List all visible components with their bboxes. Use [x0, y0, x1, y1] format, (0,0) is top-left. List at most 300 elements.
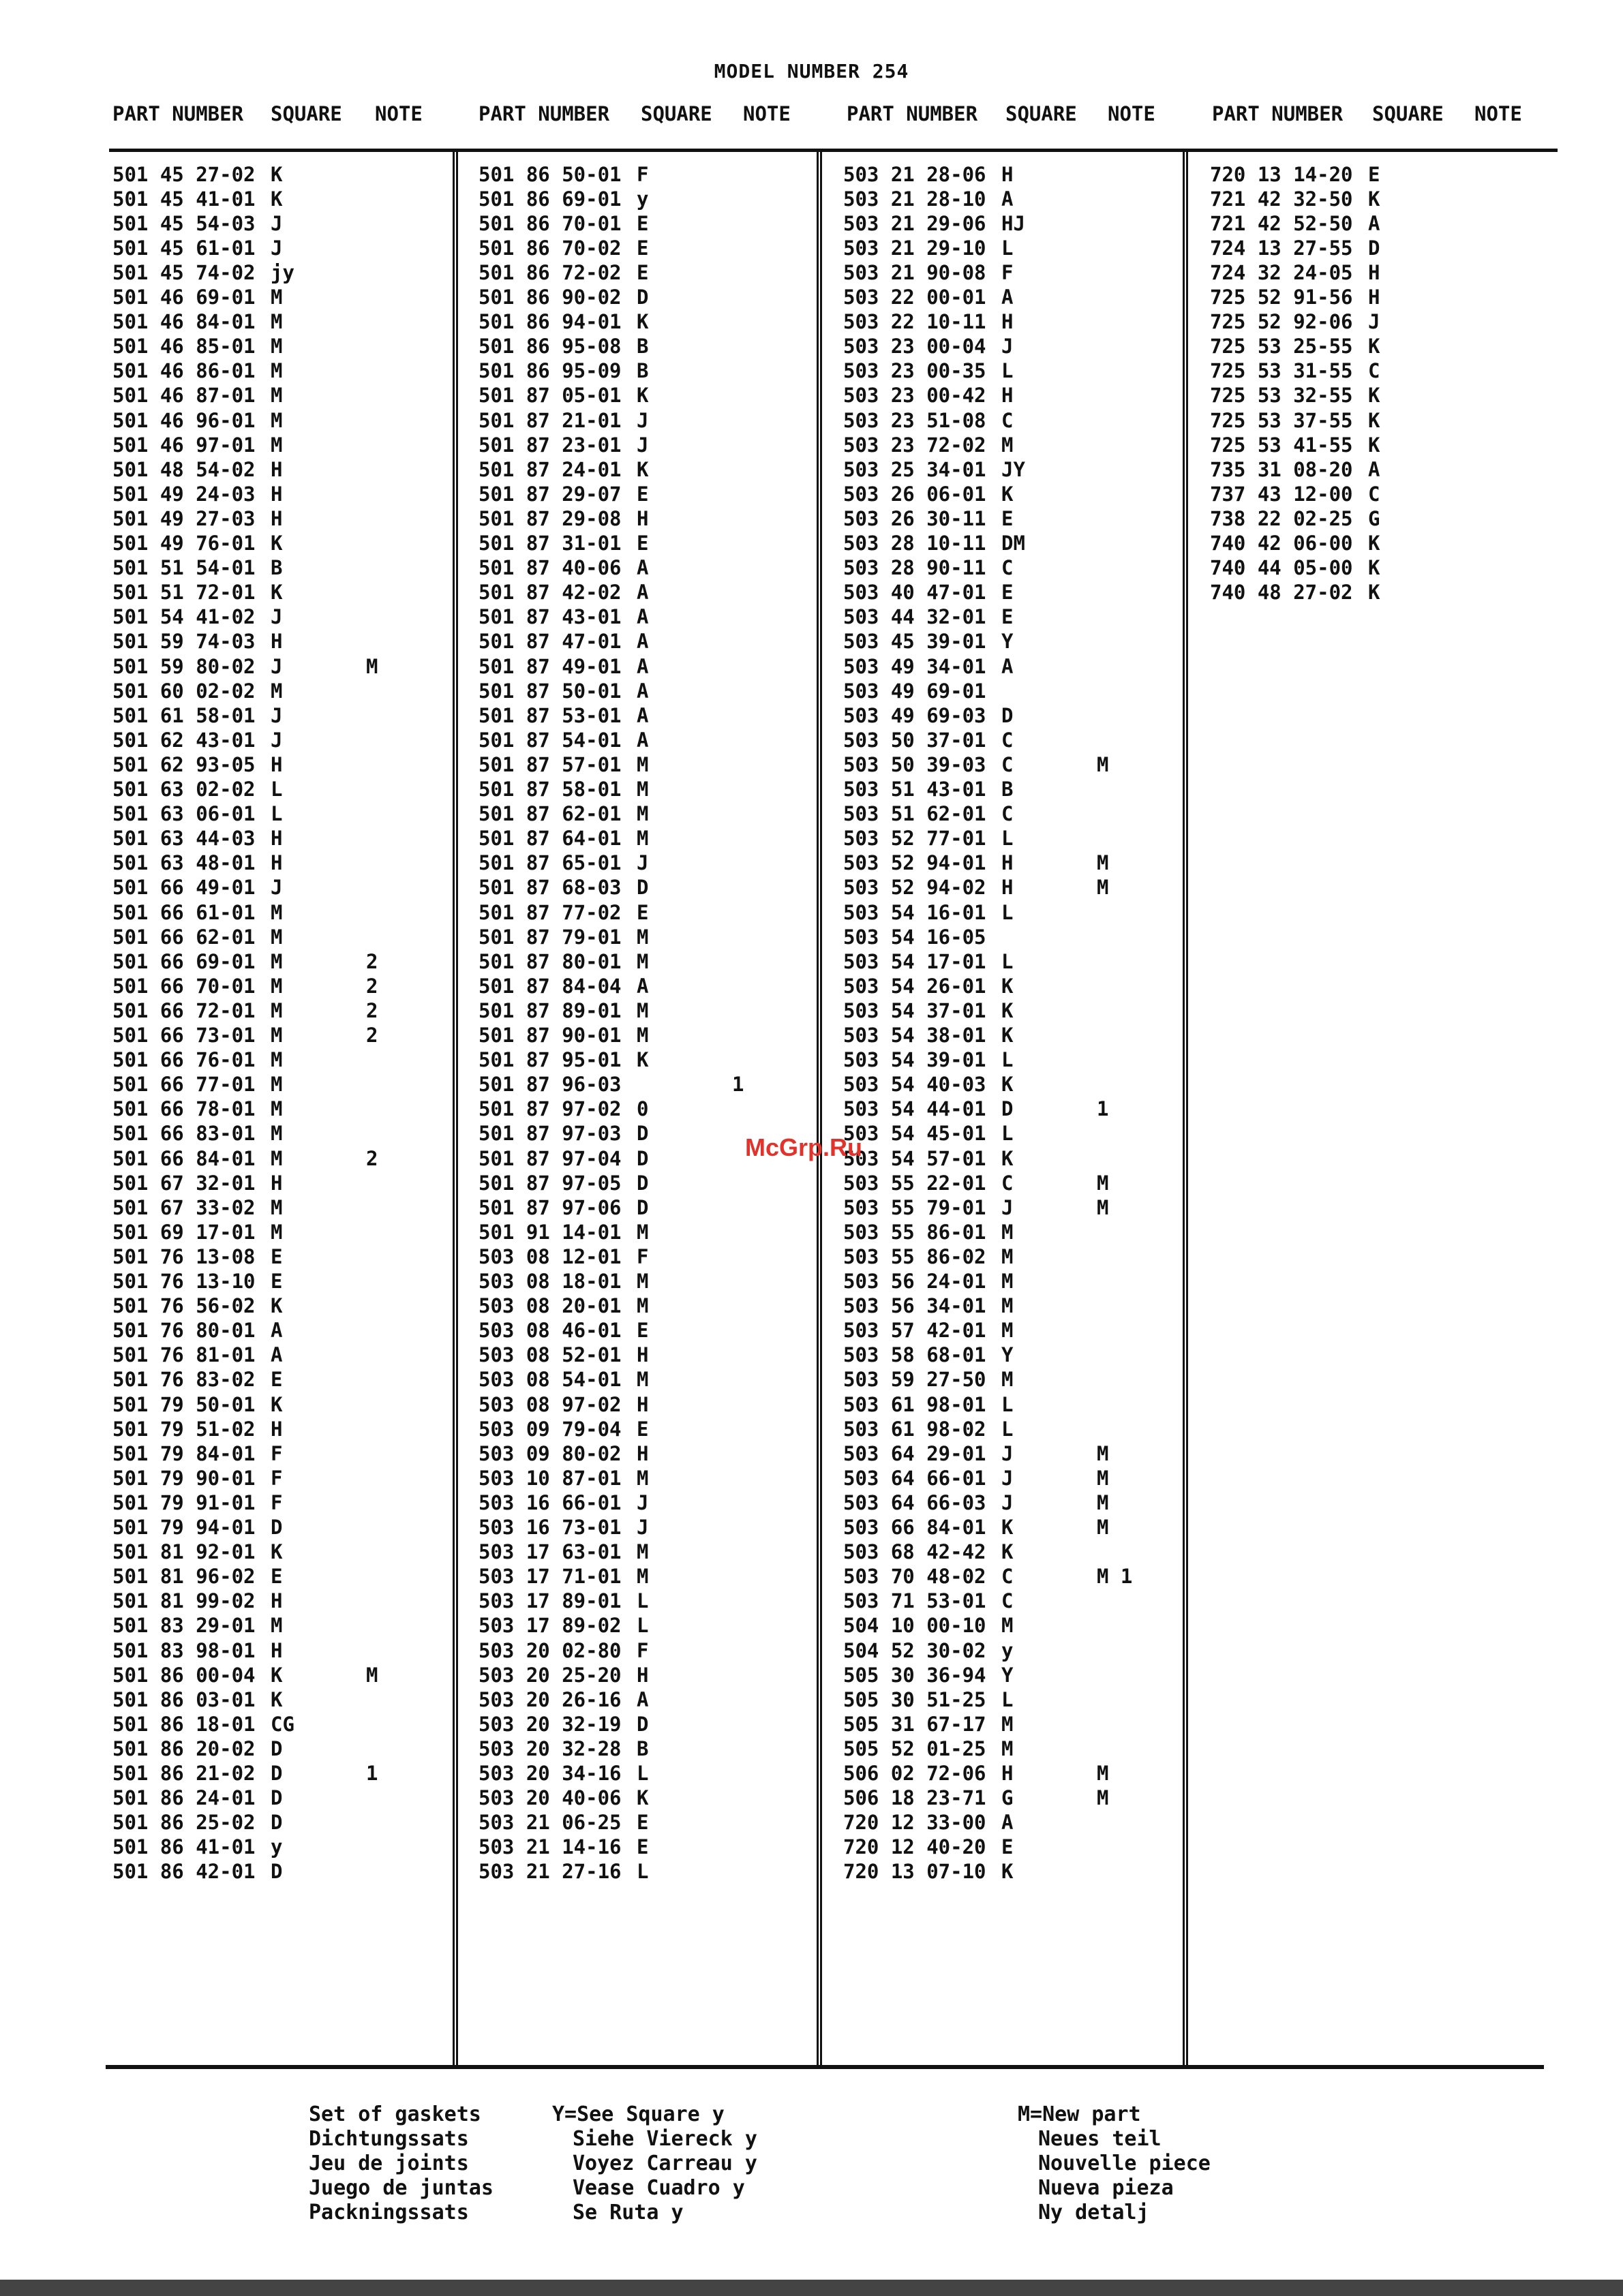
part-number: 501 86 03-01 — [112, 1688, 256, 1711]
part-row — [843, 555, 1198, 580]
part-row — [843, 1589, 1198, 1613]
part-number: 501 59 80-02 — [112, 655, 256, 678]
part-row — [479, 1318, 833, 1343]
note-code: M — [1097, 753, 1109, 776]
square-code: D — [271, 1811, 283, 1834]
square-code: M — [271, 679, 283, 703]
part-row — [479, 211, 833, 236]
part-row — [843, 1244, 1198, 1269]
legend-see-square — [552, 2102, 757, 2225]
part-row — [479, 285, 833, 309]
part-row — [843, 334, 1198, 358]
square-code: M — [271, 1097, 283, 1120]
square-code: E — [637, 483, 649, 506]
part-number: 720 13 14-20 — [1210, 163, 1353, 186]
square-code: M — [637, 1221, 649, 1244]
square-code: M — [271, 1221, 283, 1244]
square-code: H — [271, 1172, 283, 1195]
square-code: M — [637, 1565, 649, 1588]
part-number: 503 54 37-01 — [843, 999, 986, 1022]
note-code: 1 — [366, 1762, 378, 1785]
part-number: 503 57 42-01 — [843, 1319, 986, 1342]
part-number: 501 87 65-01 — [479, 851, 622, 874]
part-number: 501 86 21-02 — [112, 1762, 256, 1785]
square-code: A — [637, 1688, 649, 1711]
part-number: 501 67 32-01 — [112, 1172, 256, 1195]
square-code: E — [637, 1418, 649, 1441]
part-row — [843, 801, 1198, 826]
parts-rows — [843, 162, 1198, 1884]
square-code: D — [637, 1147, 649, 1170]
square-code: F — [637, 163, 649, 186]
part-number: 501 87 24-01 — [479, 458, 622, 481]
part-number: 503 09 79-04 — [479, 1418, 622, 1441]
parts-rows — [479, 162, 833, 1884]
watermark: McGrp.Ru — [745, 1133, 863, 1161]
square-code: A — [637, 556, 649, 579]
part-number: 503 50 39-03 — [843, 753, 986, 776]
header-square: SQUARE — [271, 102, 342, 125]
square-code: J — [1001, 1442, 1014, 1465]
square-code: L — [1001, 1393, 1014, 1416]
part-number: 503 21 27-16 — [479, 1860, 622, 1883]
part-number: 503 17 63-01 — [479, 1540, 622, 1563]
part-row — [479, 334, 833, 358]
page-title: MODEL NUMBER 254 — [714, 60, 909, 82]
legend-line: Voyez Carreau y — [573, 2152, 757, 2175]
part-row — [843, 1490, 1198, 1515]
part-row — [112, 1712, 467, 1736]
square-code: C — [1001, 556, 1014, 579]
part-number: 725 53 41-55 — [1210, 433, 1353, 457]
part-number: 503 08 12-01 — [479, 1245, 622, 1268]
part-number: 501 86 95-08 — [479, 335, 622, 358]
square-code: K — [1368, 433, 1380, 457]
part-number: 503 21 29-10 — [843, 236, 986, 260]
square-code: J — [1001, 1467, 1014, 1490]
square-code: L — [1001, 236, 1014, 260]
square-code: L — [271, 778, 283, 801]
part-row — [112, 482, 467, 506]
part-number: 503 28 90-11 — [843, 556, 986, 579]
square-code: L — [1001, 827, 1014, 850]
part-group — [843, 408, 1198, 654]
header-part-number: PART NUMBER — [847, 102, 978, 125]
square-code: E — [637, 532, 649, 555]
part-group — [843, 900, 1198, 1146]
part-row — [479, 875, 833, 900]
note-code: 2 — [366, 975, 378, 998]
part-number: 724 13 27-55 — [1210, 236, 1353, 260]
square-code: J — [271, 212, 283, 235]
square-code: M — [1001, 1737, 1014, 1760]
square-code: F — [271, 1442, 283, 1465]
part-row — [843, 457, 1198, 482]
note-code: M — [1097, 1467, 1109, 1490]
square-code: M — [271, 286, 283, 309]
part-number: 501 87 97-05 — [479, 1172, 622, 1195]
part-number: 503 52 94-01 — [843, 851, 986, 874]
part-row — [843, 1441, 1198, 1466]
square-code: A — [637, 630, 649, 653]
part-number: 501 66 78-01 — [112, 1097, 256, 1120]
part-row — [479, 777, 833, 801]
footer-rule — [106, 2065, 1544, 2069]
part-number: 503 21 28-06 — [843, 163, 986, 186]
square-code: M — [1001, 1294, 1014, 1317]
square-code: M — [271, 1147, 283, 1170]
square-code: DM — [1001, 532, 1025, 555]
note-code: 2 — [366, 1024, 378, 1047]
square-code: C — [1001, 409, 1014, 432]
part-number: 501 87 49-01 — [479, 655, 622, 678]
part-number: 501 87 42-02 — [479, 581, 622, 604]
part-number: 503 61 98-01 — [843, 1393, 986, 1416]
part-number: 503 45 39-01 — [843, 630, 986, 653]
legend-line: Packningssats — [309, 2201, 469, 2224]
part-row — [479, 654, 833, 679]
legend-new-part — [1018, 2102, 1211, 2225]
part-row — [479, 236, 833, 260]
part-number: 503 49 34-01 — [843, 655, 986, 678]
part-number: 503 10 87-01 — [479, 1467, 622, 1490]
part-row — [479, 162, 833, 187]
square-code: K — [1368, 556, 1380, 579]
square-code: M — [637, 1540, 649, 1563]
part-number: 503 64 66-03 — [843, 1491, 986, 1514]
part-row — [1210, 187, 1564, 211]
part-number: 501 79 51-02 — [112, 1418, 256, 1441]
part-number: 503 55 79-01 — [843, 1196, 986, 1219]
square-code: M — [1001, 1614, 1014, 1637]
part-number: 501 66 77-01 — [112, 1073, 256, 1096]
part-row — [1210, 482, 1564, 506]
square-code: M — [271, 1048, 283, 1071]
square-code: J — [271, 704, 283, 727]
square-code: A — [271, 1319, 283, 1342]
square-code: M — [271, 384, 283, 407]
header-square: SQUARE — [1005, 102, 1077, 125]
part-row — [843, 752, 1198, 777]
part-number: 501 46 97-01 — [112, 433, 256, 457]
part-number: 503 54 16-05 — [843, 925, 986, 949]
part-row — [479, 851, 833, 875]
square-code: H — [637, 1343, 649, 1366]
header-part-number: PART NUMBER — [112, 102, 244, 125]
part-number: 501 87 97-04 — [479, 1147, 622, 1170]
square-code: A — [1001, 187, 1014, 211]
square-code: H — [271, 458, 283, 481]
part-row — [479, 974, 833, 998]
part-number: 501 66 76-01 — [112, 1048, 256, 1071]
part-row — [479, 433, 833, 457]
part-number: 501 54 41-02 — [112, 605, 256, 628]
square-code: J — [1001, 1491, 1014, 1514]
part-row — [843, 1515, 1198, 1540]
part-number: 503 23 00-04 — [843, 335, 986, 358]
part-number: 740 42 06-00 — [1210, 532, 1353, 555]
square-code: K — [271, 1688, 283, 1711]
legend-line: Se Ruta y — [573, 2201, 684, 2224]
part-row — [1210, 334, 1564, 358]
part-row — [479, 1490, 833, 1515]
part-row — [843, 777, 1198, 801]
part-row — [843, 1171, 1198, 1195]
part-row — [479, 604, 833, 629]
part-row — [479, 580, 833, 604]
square-code: L — [1001, 1048, 1014, 1071]
part-row — [112, 1417, 467, 1441]
part-number: 501 87 89-01 — [479, 999, 622, 1022]
square-code: H — [637, 1393, 649, 1416]
part-number: 501 66 73-01 — [112, 1024, 256, 1047]
part-number: 505 30 51-25 — [843, 1688, 986, 1711]
square-code: B — [271, 556, 283, 579]
square-code: E — [271, 1565, 283, 1588]
part-number: 503 22 00-01 — [843, 286, 986, 309]
part-row — [112, 1638, 467, 1663]
part-number: 501 46 84-01 — [112, 310, 256, 333]
part-group — [112, 900, 467, 1146]
part-row — [479, 752, 833, 777]
part-number: 503 25 34-01 — [843, 458, 986, 481]
square-code: K — [1001, 1073, 1014, 1096]
part-row — [479, 1835, 833, 1859]
part-number: 503 54 17-01 — [843, 950, 986, 973]
square-code: M — [271, 433, 283, 457]
part-number: 503 71 53-01 — [843, 1589, 986, 1612]
part-row — [479, 1712, 833, 1736]
part-number: 503 54 16-01 — [843, 901, 986, 924]
part-row — [843, 580, 1198, 604]
part-row — [479, 1515, 833, 1540]
part-row — [112, 1613, 467, 1638]
part-number: 501 87 64-01 — [479, 827, 622, 850]
square-code: K — [1001, 1147, 1014, 1170]
part-row — [479, 925, 833, 949]
part-number: 501 81 96-02 — [112, 1565, 256, 1588]
part-group — [112, 1146, 467, 1392]
part-group — [479, 900, 833, 1146]
square-code: K — [271, 532, 283, 555]
part-row — [479, 1761, 833, 1786]
square-code: L — [1001, 1688, 1014, 1711]
part-row — [843, 1761, 1198, 1786]
part-row — [112, 1490, 467, 1515]
part-row — [112, 1244, 467, 1269]
part-row — [112, 777, 467, 801]
part-row — [479, 1466, 833, 1490]
part-row — [479, 1072, 833, 1097]
part-row — [1210, 285, 1564, 309]
square-code: F — [1001, 261, 1014, 284]
note-code: 2 — [366, 999, 378, 1022]
part-number: 501 63 02-02 — [112, 778, 256, 801]
square-code: D — [1368, 236, 1380, 260]
note-code: M 1 — [1097, 1565, 1133, 1588]
part-row — [479, 358, 833, 383]
square-code: E — [271, 1245, 283, 1268]
square-code: C — [1001, 729, 1014, 752]
part-number: 501 63 48-01 — [112, 851, 256, 874]
part-number: 501 87 05-01 — [479, 384, 622, 407]
part-row — [843, 408, 1198, 433]
square-code: M — [271, 1073, 283, 1096]
part-row — [1210, 211, 1564, 236]
square-code: L — [1001, 950, 1014, 973]
square-code: K — [271, 1294, 283, 1317]
part-number: 501 62 93-05 — [112, 753, 256, 776]
part-row — [479, 1441, 833, 1466]
square-code: C — [1001, 802, 1014, 825]
part-number: 503 55 86-02 — [843, 1245, 986, 1268]
square-code: H — [271, 1418, 283, 1441]
square-code: M — [637, 802, 649, 825]
part-row — [112, 1195, 467, 1220]
square-code: L — [271, 802, 283, 825]
part-number: 503 54 39-01 — [843, 1048, 986, 1071]
square-code: D — [271, 1516, 283, 1539]
part-number: 501 83 29-01 — [112, 1614, 256, 1637]
square-code: D — [637, 876, 649, 899]
legend-line: Ny detalj — [1038, 2201, 1149, 2224]
part-number: 503 52 77-01 — [843, 827, 986, 850]
part-row — [112, 1441, 467, 1466]
square-code: K — [1368, 187, 1380, 211]
square-code: J — [271, 876, 283, 899]
square-code: E — [1001, 507, 1014, 530]
part-row — [112, 752, 467, 777]
part-number: 501 76 56-02 — [112, 1294, 256, 1317]
square-code: M — [271, 901, 283, 924]
part-row — [479, 1392, 833, 1417]
part-number: 501 87 97-03 — [479, 1122, 622, 1145]
square-code: K — [1001, 1024, 1014, 1047]
note-code: 1 — [732, 1073, 744, 1096]
part-row — [112, 506, 467, 531]
part-row — [479, 1786, 833, 1810]
square-code: K — [1368, 532, 1380, 555]
part-number: 501 86 70-02 — [479, 236, 622, 260]
part-number: 503 54 26-01 — [843, 975, 986, 998]
part-number: 503 70 48-02 — [843, 1565, 986, 1588]
part-row — [843, 506, 1198, 531]
square-code: y — [1001, 1639, 1014, 1662]
part-number: 501 86 94-01 — [479, 310, 622, 333]
part-number: 501 46 96-01 — [112, 409, 256, 432]
part-number: 724 32 24-05 — [1210, 261, 1353, 284]
part-row — [479, 309, 833, 334]
part-row — [479, 1810, 833, 1835]
part-row — [843, 1146, 1198, 1171]
part-number: 501 66 84-01 — [112, 1147, 256, 1170]
part-row — [843, 1810, 1198, 1835]
part-row — [112, 433, 467, 457]
part-number: 501 61 58-01 — [112, 704, 256, 727]
part-row — [843, 285, 1198, 309]
part-number: 501 87 96-03 — [479, 1073, 622, 1096]
part-number: 503 17 89-02 — [479, 1614, 622, 1637]
part-number: 503 44 32-01 — [843, 605, 986, 628]
part-row — [843, 187, 1198, 211]
part-number: 501 46 86-01 — [112, 359, 256, 382]
square-code: H — [637, 1442, 649, 1465]
part-row — [112, 383, 467, 408]
square-code: E — [637, 212, 649, 235]
legend-line: Juego de juntas — [309, 2176, 494, 2200]
part-number: 725 53 31-55 — [1210, 359, 1353, 382]
part-row — [479, 998, 833, 1023]
square-code: y — [637, 187, 649, 211]
part-row — [479, 482, 833, 506]
square-code: E — [637, 236, 649, 260]
note-code: M — [1097, 1762, 1109, 1785]
part-row — [843, 900, 1198, 925]
header-part-number: PART NUMBER — [1212, 102, 1344, 125]
square-code: K — [637, 384, 649, 407]
part-row — [112, 1835, 467, 1859]
part-number: 503 08 46-01 — [479, 1319, 622, 1342]
square-code: E — [271, 1368, 283, 1391]
part-row — [843, 1859, 1198, 1884]
square-code: C — [1368, 359, 1380, 382]
square-code: K — [1368, 335, 1380, 358]
part-number: 503 55 86-01 — [843, 1221, 986, 1244]
square-code: D — [637, 1713, 649, 1736]
note-code: M — [1097, 1491, 1109, 1514]
part-row — [479, 531, 833, 555]
part-row — [479, 1244, 833, 1269]
part-number: 503 08 20-01 — [479, 1294, 622, 1317]
part-number: 501 86 24-01 — [112, 1786, 256, 1809]
part-group — [479, 1146, 833, 1392]
part-number: 501 62 43-01 — [112, 729, 256, 752]
part-number: 503 23 00-42 — [843, 384, 986, 407]
page-bottom-bar — [0, 2280, 1623, 2296]
part-number: 503 61 98-02 — [843, 1418, 986, 1441]
part-row — [479, 1269, 833, 1294]
square-code: M — [1001, 1368, 1014, 1391]
square-code: K — [637, 310, 649, 333]
part-row — [112, 408, 467, 433]
part-number: 501 48 54-02 — [112, 458, 256, 481]
part-group — [843, 1638, 1198, 1884]
square-code: M — [1001, 1221, 1014, 1244]
square-code: L — [637, 1762, 649, 1785]
part-row — [843, 1367, 1198, 1392]
part-row — [112, 801, 467, 826]
part-row — [843, 1220, 1198, 1244]
part-number: 501 87 84-04 — [479, 975, 622, 998]
part-number: 501 86 70-01 — [479, 212, 622, 235]
part-row — [479, 1097, 833, 1121]
part-number: 738 22 02-25 — [1210, 507, 1353, 530]
part-number: 501 86 72-02 — [479, 261, 622, 284]
square-code: H — [1001, 310, 1014, 333]
part-row — [112, 1367, 467, 1392]
part-row — [479, 383, 833, 408]
part-row — [479, 949, 833, 974]
square-code: D — [1001, 1097, 1014, 1120]
square-code: E — [271, 1270, 283, 1293]
part-number: 503 28 10-11 — [843, 532, 986, 555]
part-number: 501 63 44-03 — [112, 827, 256, 850]
part-number: 501 81 99-02 — [112, 1589, 256, 1612]
part-row — [479, 1859, 833, 1884]
square-code: J — [1001, 335, 1014, 358]
part-row — [843, 1564, 1198, 1589]
part-group — [479, 162, 833, 408]
